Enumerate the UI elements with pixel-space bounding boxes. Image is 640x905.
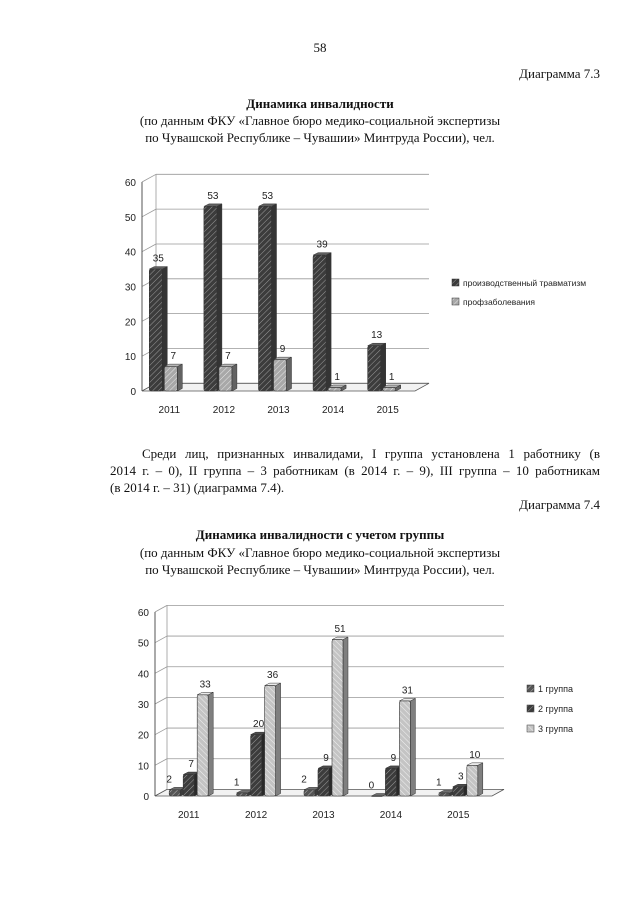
gridline-side xyxy=(142,244,156,252)
bar-side xyxy=(177,364,182,391)
bar xyxy=(467,765,478,796)
chart2-subtitle-line1: (по данным ФКУ «Главное бюро медико-социальной экспертизы xyxy=(139,545,501,560)
gridline-side xyxy=(155,636,167,643)
data-label: 13 xyxy=(371,330,383,342)
x-tick-label: 2011 xyxy=(158,405,181,416)
y-tick-label: 40 xyxy=(137,669,149,681)
legend-label: 2 группа xyxy=(538,704,573,714)
bar xyxy=(371,796,382,797)
paragraph-line2: 2014 г. – 0), II группа – 3 работникам (в 2014 г. – 9), III группа – 10 работникам xyxy=(110,463,600,478)
gridline-side xyxy=(155,728,167,735)
data-label: 35 xyxy=(152,253,164,265)
data-label: 36 xyxy=(267,670,279,682)
gridline-side xyxy=(155,759,167,766)
data-label: 1 xyxy=(436,777,442,789)
x-tick-label: 2015 xyxy=(447,810,470,821)
bar xyxy=(251,735,262,796)
legend-label: производственный травматизм xyxy=(463,278,587,288)
bar xyxy=(332,640,343,796)
data-label: 3 xyxy=(458,771,464,783)
y-tick-label: 50 xyxy=(124,212,136,224)
gridline-side xyxy=(155,605,167,612)
legend-label: 1 группа xyxy=(538,684,573,694)
bar-side xyxy=(208,692,213,796)
legend-swatch xyxy=(527,705,534,712)
bar xyxy=(318,768,329,796)
data-label: 7 xyxy=(170,351,177,363)
chart1-subtitle-line1: (по данным ФКУ «Главное бюро медико-социальной экспертизы xyxy=(139,113,501,128)
bar xyxy=(439,793,450,796)
chart1-subtitle-line2: по Чувашской Республике – Чувашии» Минтруда России), чел. xyxy=(145,130,495,145)
y-tick-label: 10 xyxy=(124,352,136,364)
bar xyxy=(453,787,464,796)
data-label: 53 xyxy=(207,190,219,202)
y-tick-label: 40 xyxy=(124,247,136,259)
bar-side xyxy=(287,357,292,391)
chart-plot xyxy=(138,605,573,821)
bar-side xyxy=(217,204,222,391)
legend-label: профзаболевания xyxy=(463,297,535,307)
y-tick-label: 60 xyxy=(124,178,136,189)
bar-side xyxy=(326,253,331,391)
bar xyxy=(313,255,326,391)
bar-side xyxy=(410,698,415,796)
chart1-title: Динамика инвалидности xyxy=(246,96,394,111)
x-tick-label: 2012 xyxy=(244,810,268,821)
data-label: 33 xyxy=(199,679,211,691)
y-tick-label: 20 xyxy=(137,730,149,742)
gridline-side xyxy=(142,174,156,182)
bar xyxy=(304,790,315,796)
bar xyxy=(183,775,194,796)
x-tick-label: 2015 xyxy=(376,405,399,416)
data-label: 20 xyxy=(253,719,265,731)
legend-swatch xyxy=(527,725,534,732)
bar xyxy=(259,206,272,391)
data-label: 9 xyxy=(323,752,329,764)
bar xyxy=(164,367,177,391)
y-tick-label: 50 xyxy=(137,638,149,650)
data-label: 9 xyxy=(279,344,286,356)
y-tick-label: 0 xyxy=(143,792,149,803)
bar xyxy=(274,360,287,391)
bar xyxy=(219,367,232,391)
bar-side xyxy=(343,637,348,796)
data-label: 10 xyxy=(469,749,481,761)
x-tick-label: 2012 xyxy=(212,405,236,416)
page-number: 58 xyxy=(313,40,327,55)
y-tick-label: 30 xyxy=(124,282,136,294)
bar-side xyxy=(232,364,237,391)
bar xyxy=(149,269,162,391)
bar-side xyxy=(478,763,483,796)
legend-label: 3 группа xyxy=(538,724,573,734)
data-label: 2 xyxy=(301,774,307,786)
y-tick-label: 10 xyxy=(137,761,149,773)
y-tick-label: 0 xyxy=(130,387,136,398)
diagram-7-4-label: Диаграмма 7.4 xyxy=(519,497,600,512)
bar-side xyxy=(381,343,386,391)
chart2-subtitle-line2: по Чувашской Республике – Чувашии» Минтруда России), чел. xyxy=(145,562,495,577)
data-label: 1 xyxy=(334,372,340,384)
chart-plot xyxy=(125,174,586,416)
y-tick-label: 20 xyxy=(124,317,136,329)
data-label: 0 xyxy=(368,780,375,792)
y-tick-label: 60 xyxy=(137,608,149,619)
gridline-side xyxy=(155,697,167,704)
y-tick-label: 30 xyxy=(137,700,149,711)
data-label: 9 xyxy=(390,752,397,764)
data-label: 31 xyxy=(401,685,413,697)
gridline-side xyxy=(155,667,167,674)
bar xyxy=(368,346,381,391)
bar xyxy=(169,790,180,796)
bar xyxy=(237,793,248,796)
bar xyxy=(197,695,208,796)
data-label: 1 xyxy=(388,372,395,384)
paragraph xyxy=(110,445,600,496)
chart2-title: Динамика инвалидности с учетом группы xyxy=(195,527,445,542)
legend-swatch xyxy=(452,279,459,286)
data-label: 51 xyxy=(334,624,346,636)
x-tick-label: 2014 xyxy=(379,810,403,821)
bar xyxy=(399,701,410,796)
bar xyxy=(383,388,396,391)
bar xyxy=(328,388,341,391)
legend-swatch xyxy=(527,685,534,692)
gridline-side xyxy=(142,209,156,217)
diagram-7-3-label: Диаграмма 7.3 xyxy=(519,66,600,81)
data-label: 39 xyxy=(316,239,328,251)
x-tick-label: 2013 xyxy=(267,405,290,416)
data-label: 7 xyxy=(188,759,194,771)
paragraph-line3: (в 2014 г. – 31) (диаграмма 7.4). xyxy=(110,480,285,495)
paragraph-line1: Среди лиц, признанных инвалидами, I группа установлена 1 работнику (в xyxy=(142,446,600,461)
x-tick-label: 2014 xyxy=(321,405,345,416)
x-tick-label: 2011 xyxy=(177,810,200,821)
data-label: 53 xyxy=(261,190,274,202)
bar-side xyxy=(276,683,281,796)
data-label: 2 xyxy=(166,774,172,786)
bar xyxy=(385,768,396,796)
data-label: 1 xyxy=(233,777,240,789)
x-tick-label: 2013 xyxy=(312,810,335,821)
bar xyxy=(265,686,276,796)
data-label: 7 xyxy=(225,351,231,363)
legend-swatch xyxy=(452,298,459,305)
bar xyxy=(204,206,217,391)
